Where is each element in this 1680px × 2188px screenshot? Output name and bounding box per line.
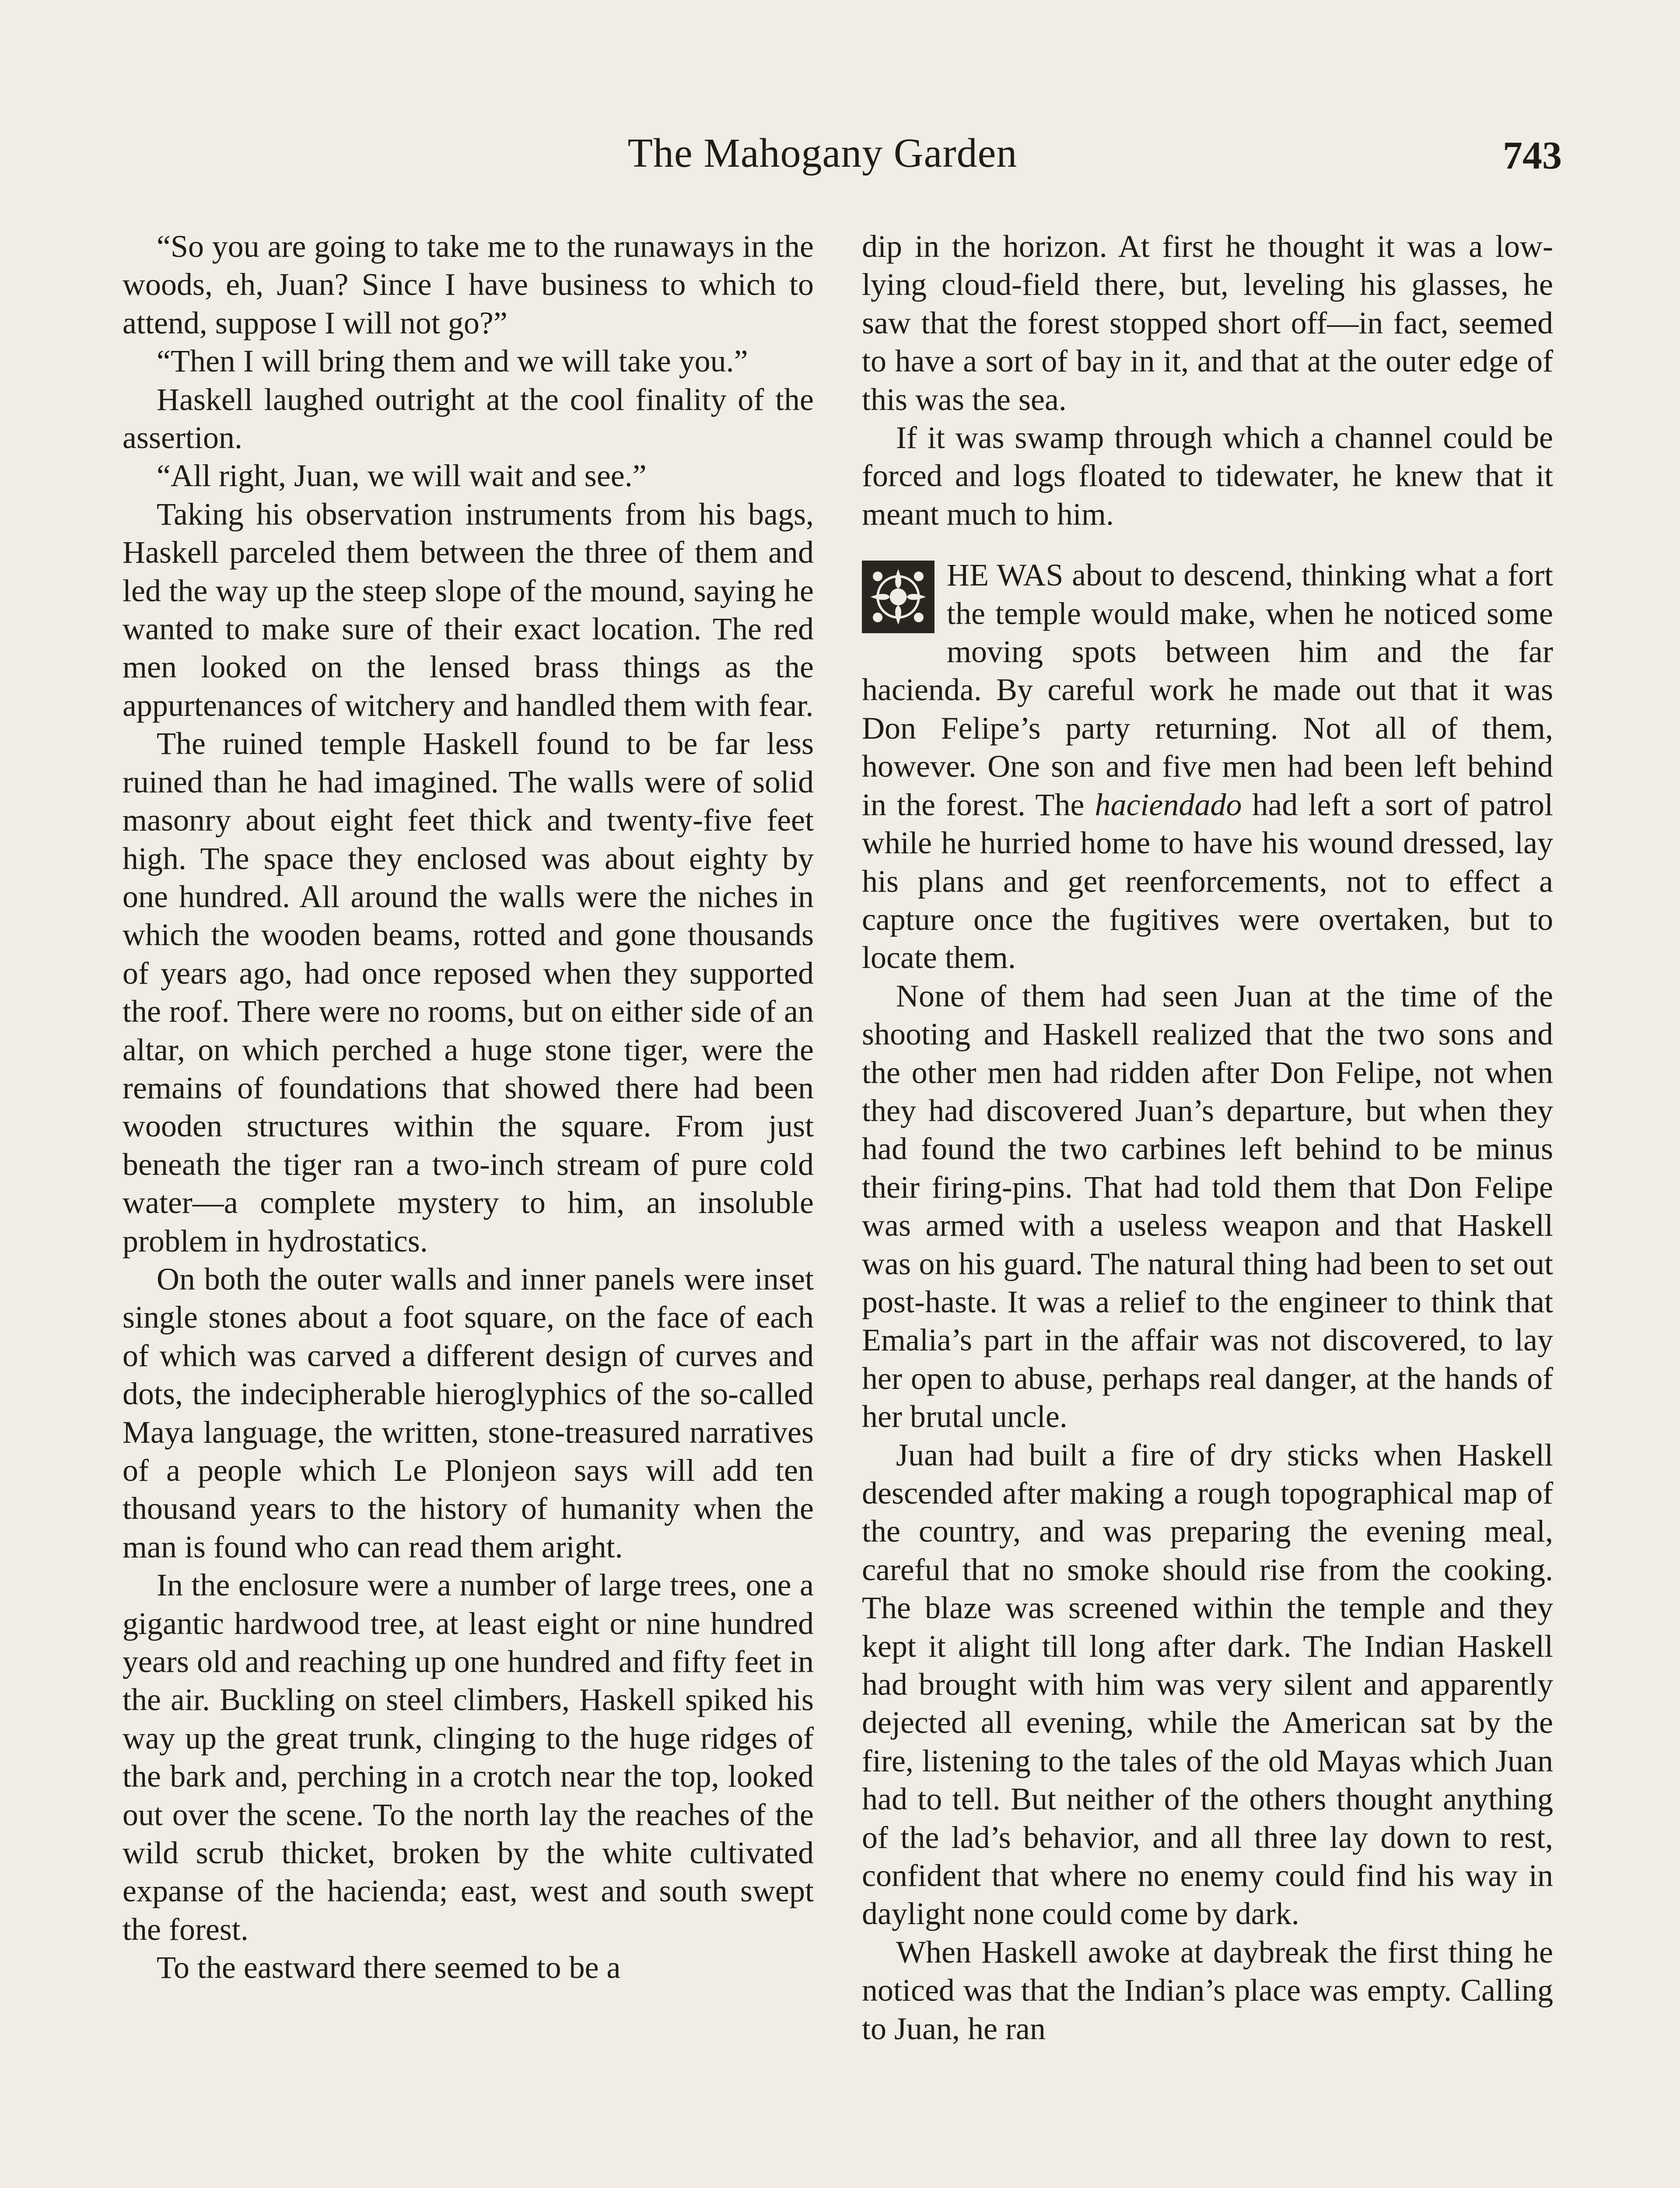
paragraph: “Then I will bring them and we will take you.”: [157, 344, 748, 379]
paragraph: To the eastward there seemed to be a: [157, 1950, 621, 1985]
paragraph: In the enclosure were a number of large trees, one a gigantic hardwood tree, at least eight or nine hundred years old and reaching up one hundred and fifty feet in the air. Buckling on steel climbers, Haskell spiked his way up the great trunk, clinging to the huge ridges of the bark and, perching in a crotch near the top, looked out over the scene. To the north lay the reaches of the wild scrub thicket, broken by the white cultivated expanse of the hacienda; east, west and south swept the forest.: [122, 1567, 814, 1947]
paragraph: On both the outer walls and inner panels were inset single stones about a foot square, on the face of each of which was carved a different design of curves and dots, the indecipherable hieroglyphics of the so-called Maya language, the written, stone-treasured narratives of a people which Le Plonjeon says will add ten thousand years to the history of humanity when the man is found who can read them aright.: [122, 1261, 814, 1564]
paragraph: None of them had seen Juan at the time of the shooting and Haskell realized that the two sons and the other men had ridden after Don Felipe, not when they had discovered Juan’s departure, but when they had found the two carbines left behind to be minus their firing-pins. That had told them that Don Felipe was armed with a useless weapon and that Haskell was on his guard. The natural thing had been to set out post-haste. It was a relief to the engineer to think that Emalia’s part in the affair was not discovered, to lay her open to abuse, perhaps real danger, at the hands of her brutal uncle.: [862, 978, 1553, 1434]
small-caps-lead: HE WAS: [947, 558, 1064, 593]
italic-term: haciendado: [1095, 787, 1242, 822]
paragraph: “So you are going to take me to the runaways in the woods, eh, Juan? Since I have business to which to attend, suppose I will not go?”: [122, 229, 814, 340]
section-opening-paragraph: [862, 556, 1553, 977]
ornamental-initial: [862, 561, 934, 633]
paragraph-text: about to descend, thinking what a fort the temple would make, when he noticed some moving spots between him and the far hacienda. By careful work he made out that it was Don Felipe’s party returning. Not all of them, however. One son and five men had been left behind in the forest. The: [862, 558, 1553, 822]
paragraph: “All right, Juan, we will wait and see.”: [157, 458, 647, 494]
right-column: [862, 228, 1553, 2048]
paragraph: Haskell laughed outright at the cool finality of the assertion.: [122, 382, 814, 456]
page-number: 743: [1503, 134, 1562, 177]
paragraph: Juan had built a fire of dry sticks when Haskell descended after making a rough topographical map of the country, and was preparing the evening meal, careful that no smoke should rise from the cooking. The blaze was screened within the temple and they kept it alight till long after dark. The Indian Haskell had brought with him was very silent and apparently dejected all evening, while the American sat by the fire, listening to the tales of the old Mayas which Juan had to tell. But neither of the others thought anything of the lad’s behavior, and all three lay down to rest, confident that where no enemy could find his way in daylight none could come by dark.: [862, 1437, 1553, 1932]
paragraph: The ruined temple Haskell found to be far less ruined than he had imagined. The walls were of solid masonry about eight feet thick and twenty-five feet high. The space they enclosed was about eighty by one hundred. All around the walls were the niches in which the wooden beams, rotted and gone thousands of years ago, had once reposed when they supported the roof. There were no rooms, but on either side of an altar, on which perched a huge stone tiger, were the remains of foundations that showed there had been wooden structures within the square. From just beneath the tiger ran a two-inch stream of pure cold water—a complete mystery to him, an insoluble problem in hydrostatics.: [122, 726, 814, 1259]
paragraph: If it was swamp through which a channel could be forced and logs floated to tidewater, he knew that it meant much to him.: [862, 420, 1553, 532]
paragraph: When Haskell awoke at daybreak the first thing he noticed was that the Indian’s place was empty. Calling to Juan, he ran: [862, 1934, 1553, 2046]
paragraph-continuation: dip in the horizon. At first he thought it was a low-lying cloud-field there, but, leveling his glasses, he saw that the forest stopped short off—in fact, seemed to have a sort of bay in it, and that at the outer edge of this was the sea.: [862, 229, 1553, 417]
page-header: [118, 127, 1562, 193]
paragraph-text: had left a sort of patrol while he hurried home to have his wound dressed, lay his plans and get reenforcements, not to effect a capture once the fugitives were overtaken, but to locate them.: [862, 787, 1553, 975]
paragraph: Taking his observation instruments from his bags, Haskell parceled them between the three of them and led the way up the steep slope of the mound, saying he wanted to make sure of their exact location. The red men looked on the lensed brass things as the appurtenances of witchery and handled them with fear.: [122, 496, 814, 723]
running-title: The Mahogany Garden: [627, 130, 1018, 176]
left-column: [122, 228, 814, 1987]
